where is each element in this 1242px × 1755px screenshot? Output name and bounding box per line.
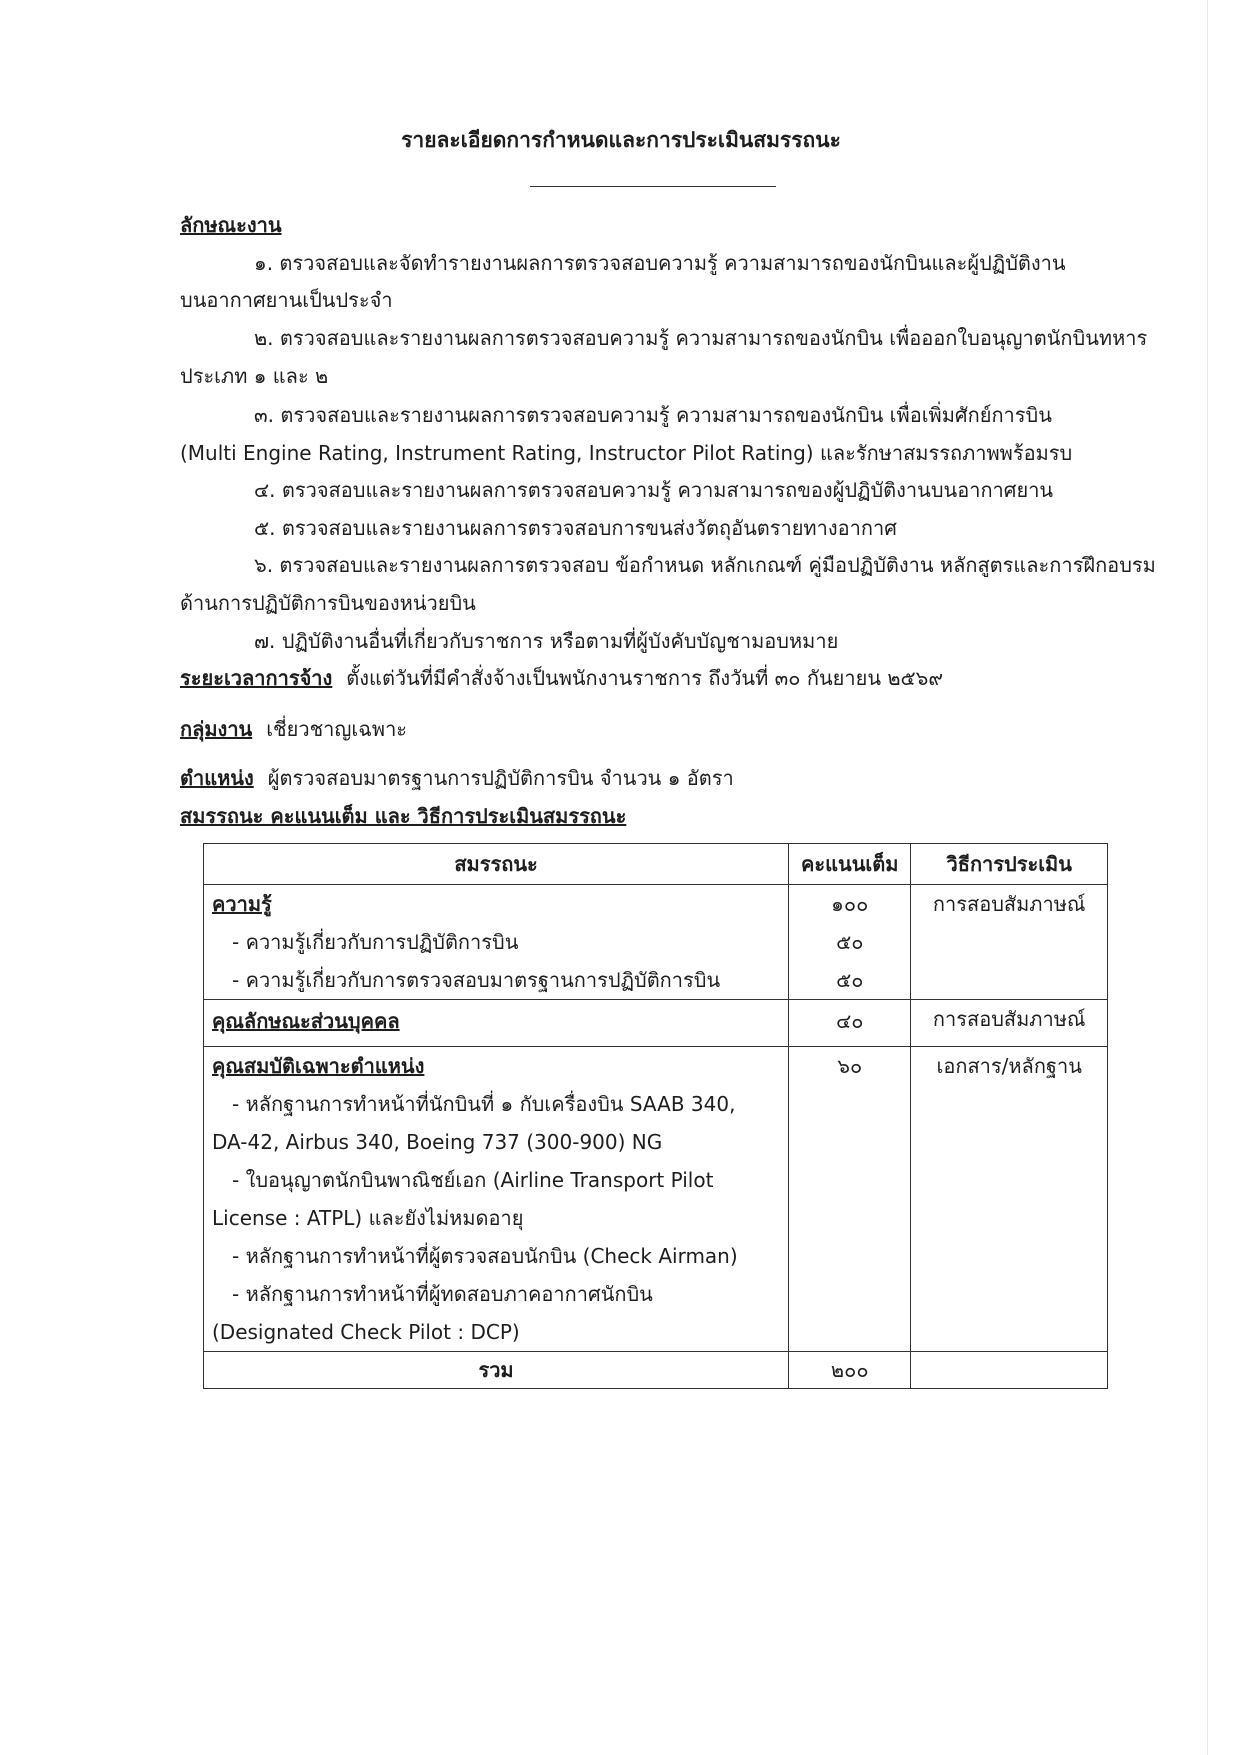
table-row-knowledge: [204, 885, 1108, 1000]
job-item-6-line2: ด้านการปฏิบัติการบินของหน่วยบิน: [180, 591, 476, 615]
job-description-heading: ลักษณะงาน: [180, 213, 282, 237]
knowledge-method: การสอบสัมภาษณ์: [932, 892, 1086, 916]
competency-table: [203, 843, 1108, 1389]
qualifications-title: คุณสมบัติเฉพาะตำแหน่ง: [212, 1054, 425, 1078]
header-method: วิธีการประเมิน: [911, 844, 1108, 885]
table-row-personal: [204, 1000, 1108, 1047]
knowledge-item-2-score: ๕๐: [836, 968, 864, 992]
total-label-cell: [204, 1352, 789, 1389]
page-edge-line: [1207, 0, 1208, 1755]
job-item-3-line2: (Multi Engine Rating, Instrument Rating, Instructor Pilot Rating) และรักษาสมรรถภาพพร้อมรบ: [180, 441, 1073, 465]
competency-heading: สมรรถนะ คะแนนเต็ม และ วิธีการประเมินสมรรถนะ: [180, 804, 627, 828]
knowledge-score-cell: [789, 885, 911, 1000]
job-item-2-line2: ประเภท ๑ และ ๒: [180, 364, 329, 388]
qualifications-method-cell: [911, 1047, 1108, 1352]
table-row-qualifications: [204, 1047, 1108, 1352]
employment-period: [180, 665, 943, 691]
personal-score: ๔๐: [836, 1009, 864, 1033]
knowledge-cell: [204, 885, 789, 1000]
personal-cell: [204, 1000, 789, 1047]
position-value: ผู้ตรวจสอบมาตรฐานการปฏิบัติการบิน จำนวน ๑ อัตรา: [267, 766, 734, 790]
employment-period-value: ตั้งแต่วันที่มีคำสั่งจ้างเป็นพนักงานราชการ ถึงวันที่ ๓๐ กันยายน ๒๕๖๙: [346, 666, 944, 690]
table-row-total: [204, 1352, 1108, 1389]
qualification-line-1: - หลักฐานการทำหน้าที่นักบินที่ ๑ กับเครื่องบิน SAAB 340,: [232, 1092, 736, 1116]
job-item-4: ๔. ตรวจสอบและรายงานผลการตรวจสอบความรู้ ความสามารถของผู้ปฏิบัติงานบนอากาศยาน: [254, 478, 1054, 502]
knowledge-item-2: - ความรู้เกี่ยวกับการตรวจสอบมาตรฐานการปฏิบัติการบิน: [232, 968, 721, 992]
header-full-score: คะแนนเต็ม: [789, 844, 911, 885]
position: [180, 765, 734, 791]
knowledge-item-1: - ความรู้เกี่ยวกับการปฏิบัติการบิน: [232, 930, 519, 954]
job-group-label: กลุ่มงาน: [180, 717, 253, 741]
job-item-1-line2: บนอากาศยานเป็นประจำ: [180, 288, 393, 312]
position-label: ตำแหน่ง: [180, 766, 254, 790]
qualifications-score: ๖๐: [837, 1054, 863, 1078]
qualification-line-2: DA-42, Airbus 340, Boeing 737 (300-900) NG: [212, 1130, 663, 1154]
total-method-cell: [911, 1352, 1108, 1389]
knowledge-title: ความรู้: [212, 892, 272, 916]
total-score: ๒๐๐: [830, 1358, 869, 1382]
job-item-2-line1: ๒. ตรวจสอบและรายงานผลการตรวจสอบความรู้ ความสามารถของนักบิน เพื่อออกใบอนุญาตนักบินทหาร: [254, 326, 1148, 350]
job-item-6-line1: ๖. ตรวจสอบและรายงานผลการตรวจสอบ ข้อกำหนด หลักเกณฑ์ คู่มือปฏิบัติงาน หลักสูตรและการฝึกอบรม: [254, 553, 1156, 577]
knowledge-method-cell: [911, 885, 1108, 1000]
job-item-7: ๗. ปฏิบัติงานอื่นที่เกี่ยวกับราชการ หรือตามที่ผู้บังคับบัญชามอบหมาย: [254, 629, 839, 653]
document-title: รายละเอียดการกำหนดและการประเมินสมรรถนะ: [401, 128, 841, 152]
qualifications-cell: [204, 1047, 789, 1352]
total-score-cell: [789, 1352, 911, 1389]
qualification-line-3: - ใบอนุญาตนักบินพาณิชย์เอก (Airline Transport Pilot: [232, 1168, 714, 1192]
qualification-line-4: License : ATPL) และยังไม่หมดอายุ: [212, 1206, 524, 1230]
header-competency: สมรรถนะ: [204, 844, 789, 885]
job-group-value: เชี่ยวชาญเฉพาะ: [266, 717, 408, 741]
total-label: รวม: [478, 1358, 514, 1382]
qualification-line-7: (Designated Check Pilot : DCP): [212, 1320, 520, 1344]
knowledge-item-1-score: ๕๐: [836, 930, 864, 954]
qualifications-score-cell: [789, 1047, 911, 1352]
knowledge-score: ๑๐๐: [831, 892, 869, 916]
personal-method-cell: [911, 1000, 1108, 1047]
job-item-1-line1: ๑. ตรวจสอบและจัดทำรายงานผลการตรวจสอบความรู้ ความสามารถของนักบินและผู้ปฏิบัติงาน: [254, 251, 1066, 275]
table-header-row: [204, 844, 1108, 885]
qualifications-method: เอกสาร/หลักฐาน: [936, 1054, 1082, 1078]
personal-title: คุณลักษณะส่วนบุคคล: [212, 1009, 400, 1033]
title-underline-rule: [530, 186, 776, 187]
job-item-3-line1: ๓. ตรวจสอบและรายงานผลการตรวจสอบความรู้ ความสามารถของนักบิน เพื่อเพิ่มศักย์การบิน: [254, 403, 1052, 427]
qualification-line-6: - หลักฐานการทำหน้าที่ผู้ทดสอบภาคอากาศนักบิน: [232, 1282, 653, 1306]
qualification-line-5: - หลักฐานการทำหน้าที่ผู้ตรวจสอบนักบิน (Check Airman): [232, 1244, 738, 1268]
job-item-5: ๕. ตรวจสอบและรายงานผลการตรวจสอบการขนส่งวัตถุอันตรายทางอากาศ: [254, 516, 897, 540]
personal-score-cell: [789, 1000, 911, 1047]
job-group: [180, 716, 407, 742]
personal-method: การสอบสัมภาษณ์: [932, 1007, 1086, 1031]
employment-period-label: ระยะเวลาการจ้าง: [180, 666, 333, 690]
